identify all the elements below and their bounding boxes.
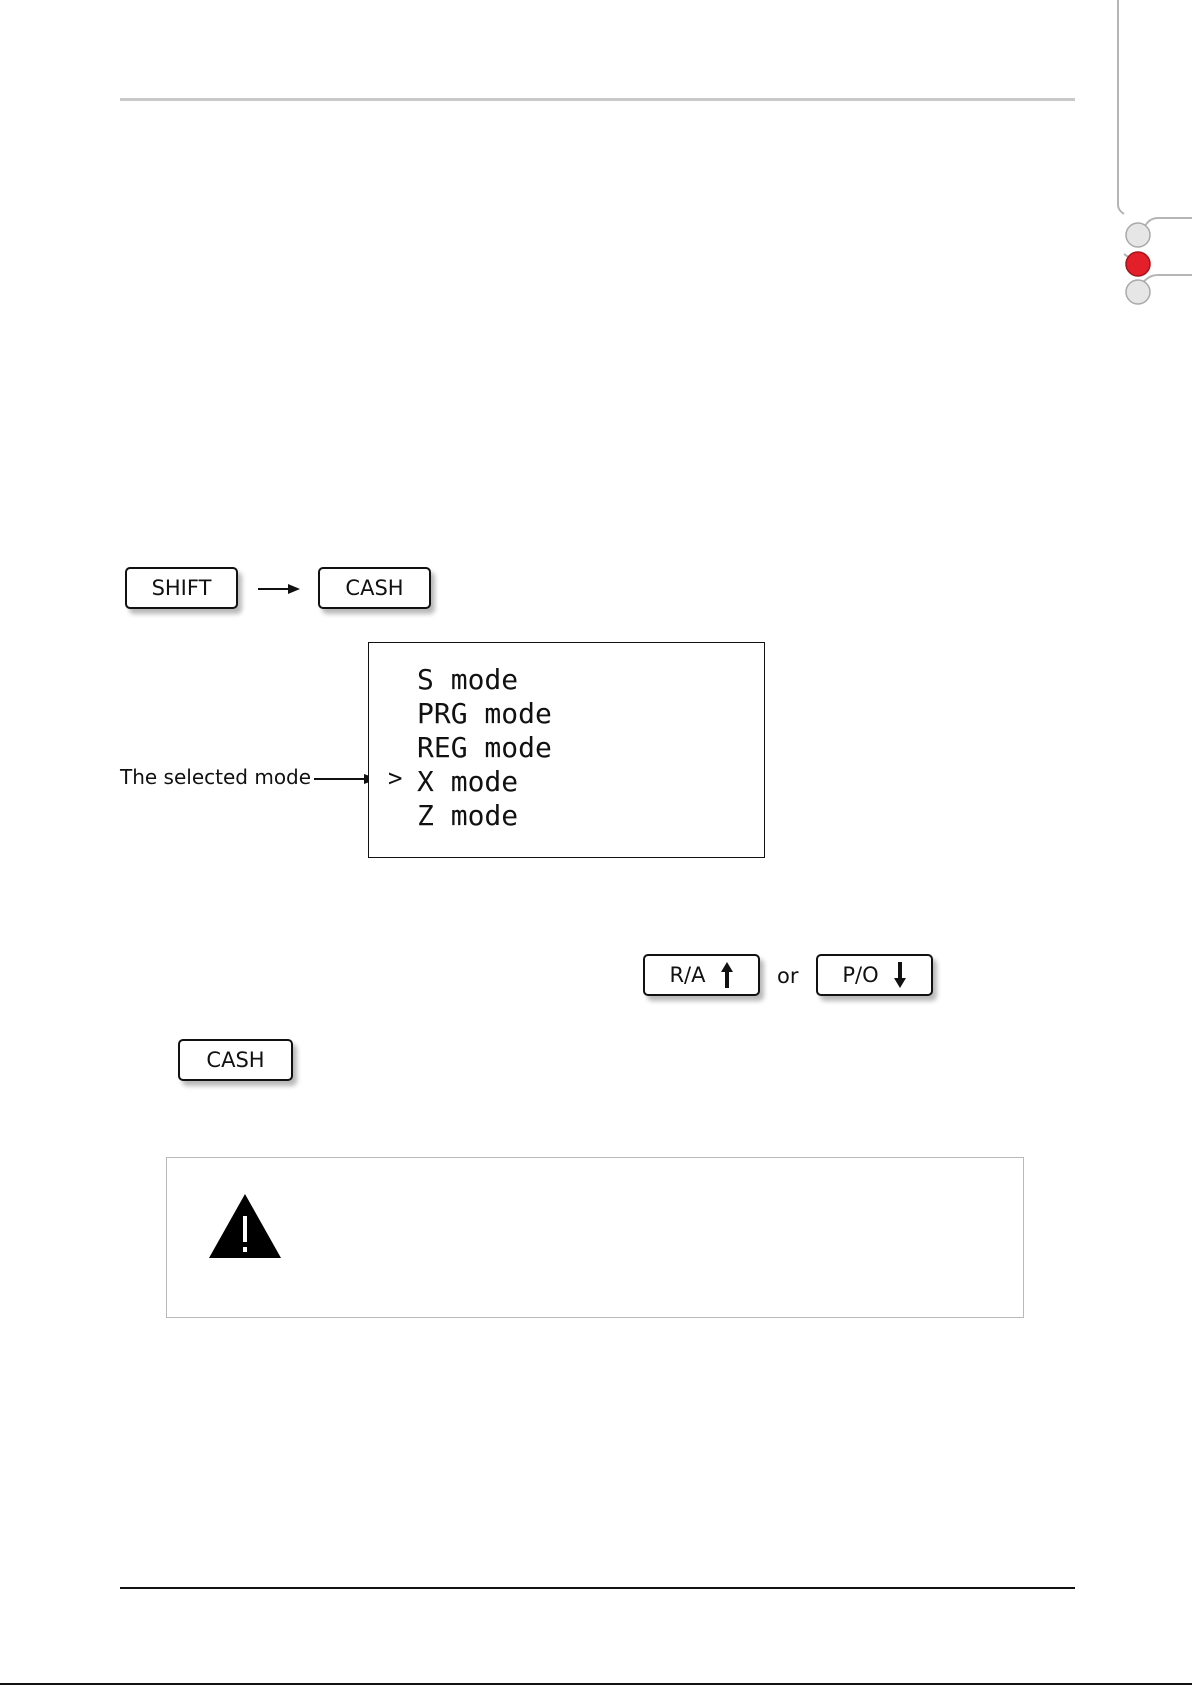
warning-triangle-icon bbox=[209, 1194, 281, 1258]
mode-line-s: S mode bbox=[417, 663, 519, 696]
side-nav-dot-2-active bbox=[1126, 252, 1150, 276]
selected-mode-label: The selected mode bbox=[120, 765, 312, 789]
ra-up-key[interactable] bbox=[643, 954, 760, 996]
mode-line-reg: REG mode bbox=[417, 731, 552, 764]
mode-display bbox=[368, 642, 765, 858]
or-text: or bbox=[777, 964, 799, 988]
shift-key-label: SHIFT bbox=[151, 576, 212, 600]
top-rule bbox=[120, 98, 1075, 101]
mode-cursor: > bbox=[388, 764, 403, 792]
cash-key-label: CASH bbox=[345, 576, 404, 600]
side-nav-dot-1 bbox=[1126, 223, 1150, 247]
caution-box bbox=[166, 1157, 1024, 1318]
bottom-rule bbox=[120, 1587, 1075, 1589]
side-nav-indicator bbox=[1110, 0, 1192, 320]
flow-arrow-icon bbox=[258, 582, 302, 596]
side-nav-dot-3 bbox=[1126, 280, 1150, 304]
arrow-up-icon bbox=[720, 962, 734, 988]
confirm-cash-key[interactable] bbox=[178, 1039, 293, 1081]
confirm-cash-key-label: CASH bbox=[206, 1048, 265, 1072]
shift-key[interactable] bbox=[125, 567, 238, 609]
po-down-key[interactable] bbox=[816, 954, 933, 996]
mode-line-x: X mode bbox=[417, 765, 519, 798]
po-key-label: P/O bbox=[842, 963, 879, 987]
cash-key[interactable] bbox=[318, 567, 431, 609]
arrow-down-icon bbox=[893, 962, 907, 988]
ra-key-label: R/A bbox=[669, 963, 706, 987]
mode-line-prg: PRG mode bbox=[417, 697, 552, 730]
mode-line-z: Z mode bbox=[417, 799, 519, 832]
